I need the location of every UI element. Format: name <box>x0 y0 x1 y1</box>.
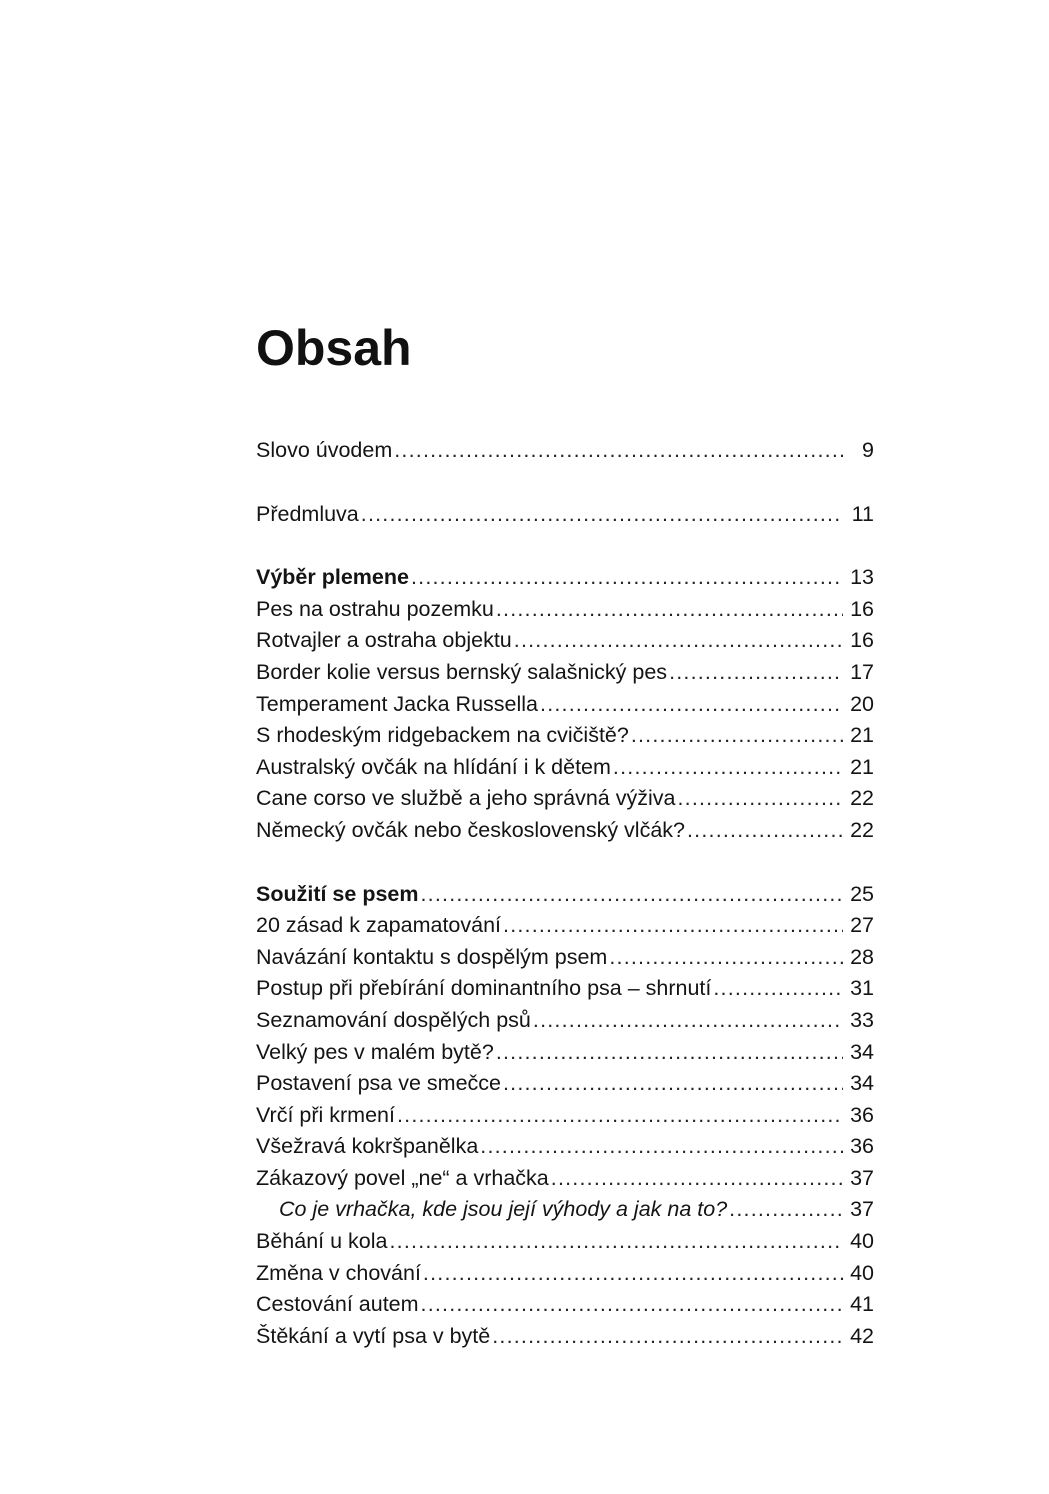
dot-leader <box>533 1005 843 1037</box>
toc-page-number: 11 <box>851 501 874 526</box>
toc-page-number: 28 <box>850 944 874 969</box>
toc-page-number: 17 <box>850 659 874 684</box>
toc-entry-label: Australský ovčák na hlídání i k dětem <box>256 752 613 784</box>
dot-leader <box>551 1163 843 1195</box>
dot-leader <box>540 689 843 721</box>
toc-entry-label: Postavení psa ve smečce <box>256 1068 503 1100</box>
dot-leader <box>492 1321 843 1353</box>
dot-leader <box>496 1037 843 1069</box>
toc-page-number: 16 <box>850 628 874 653</box>
toc-entry[interactable] <box>256 1131 874 1163</box>
dot-leader <box>390 1226 844 1258</box>
toc-section <box>256 435 874 467</box>
dot-leader <box>421 1289 843 1321</box>
dot-leader <box>480 1131 843 1163</box>
toc-page-number: 34 <box>850 1071 874 1096</box>
dot-leader <box>609 942 843 974</box>
toc-page-number: 25 <box>850 881 874 906</box>
dot-leader <box>496 594 843 626</box>
dot-leader <box>361 499 843 531</box>
toc-entry-label: Seznamování dospělých psů <box>256 1005 533 1037</box>
toc-entry[interactable] <box>256 1068 874 1100</box>
toc-entry-label: Velký pes v malém bytě? <box>256 1037 496 1069</box>
toc-entry-label: S rhodeským ridgebackem na cvičiště? <box>256 720 631 752</box>
toc-page-number: 36 <box>850 1134 874 1159</box>
toc-entry[interactable] <box>256 815 874 847</box>
toc-entry-label: Pes na ostrahu pozemku <box>256 594 496 626</box>
toc-page-number: 34 <box>850 1039 874 1064</box>
toc-section <box>256 562 874 846</box>
toc-entry[interactable] <box>256 499 874 531</box>
toc-entry[interactable] <box>256 625 874 657</box>
toc-entry[interactable] <box>256 720 874 752</box>
dot-leader <box>423 1258 843 1290</box>
toc-entry[interactable] <box>256 689 874 721</box>
dot-leader <box>411 562 843 594</box>
toc-entry[interactable] <box>256 910 874 942</box>
toc-entry-label: Vrčí při krmení <box>256 1100 397 1132</box>
toc-entry-label: Temperament Jacka Russella <box>256 689 540 721</box>
toc-entry[interactable] <box>256 657 874 689</box>
toc-section <box>256 499 874 531</box>
toc-chapter-entry[interactable] <box>256 562 874 594</box>
toc-page-number: 22 <box>850 786 874 811</box>
toc-page-number: 41 <box>850 1292 874 1317</box>
table-of-contents <box>256 435 874 1384</box>
toc-entry[interactable] <box>256 435 874 467</box>
toc-entry[interactable] <box>256 1258 874 1290</box>
dot-leader <box>669 657 843 689</box>
toc-entry[interactable] <box>256 1289 874 1321</box>
toc-page-number: 31 <box>850 976 874 1001</box>
toc-entry-label: 20 zásad k zapamatování <box>256 910 503 942</box>
toc-page-number: 16 <box>850 596 874 621</box>
toc-entry[interactable] <box>256 1321 874 1353</box>
toc-entry-label: Předmluva <box>256 499 361 531</box>
toc-entry[interactable] <box>256 1037 874 1069</box>
dot-leader <box>687 815 843 847</box>
toc-page-number: 36 <box>850 1102 874 1127</box>
toc-entry[interactable] <box>256 752 874 784</box>
toc-entry-label: Změna v chování <box>256 1258 423 1290</box>
toc-page-number: 21 <box>850 723 874 748</box>
toc-page-number: 20 <box>850 691 874 716</box>
toc-page-number: 40 <box>850 1229 874 1254</box>
dot-leader <box>397 1100 843 1132</box>
toc-page-number: 40 <box>850 1260 874 1285</box>
toc-page-number: 42 <box>850 1323 874 1348</box>
toc-entry-label: Navázání kontaktu s dospělým psem <box>256 942 609 974</box>
toc-page-number: 22 <box>850 817 874 842</box>
toc-entry[interactable] <box>256 1163 874 1195</box>
toc-entry[interactable] <box>256 1005 874 1037</box>
toc-entry-label: Co je vrhačka, kde jsou její výhody a jak na to? <box>256 1194 729 1226</box>
toc-page-number: 13 <box>850 565 874 590</box>
toc-section <box>256 879 874 1353</box>
dot-leader <box>394 435 843 467</box>
dot-leader <box>514 625 843 657</box>
toc-entry-label: Cane corso ve službě a jeho správná výživa <box>256 783 677 815</box>
toc-subentry[interactable] <box>256 1194 874 1226</box>
toc-entry-label: Cestování autem <box>256 1289 421 1321</box>
toc-entry-label: Slovo úvodem <box>256 435 394 467</box>
toc-page-number: 9 <box>862 438 874 462</box>
page-title: Obsah <box>256 320 412 376</box>
toc-entry-label: Border kolie versus bernský salašnický pes <box>256 657 669 689</box>
toc-page-number: 37 <box>850 1197 874 1222</box>
toc-page-number: 27 <box>850 913 874 938</box>
dot-leader <box>421 879 844 911</box>
toc-page-number: 37 <box>850 1165 874 1190</box>
dot-leader <box>631 720 843 752</box>
toc-chapter-entry[interactable] <box>256 879 874 911</box>
toc-entry-label: Rotvajler a ostraha objektu <box>256 625 514 657</box>
dot-leader <box>613 752 843 784</box>
toc-entry[interactable] <box>256 1226 874 1258</box>
dot-leader <box>503 1068 843 1100</box>
toc-entry-label: Soužití se psem <box>256 879 421 911</box>
toc-page-number: 21 <box>850 754 874 779</box>
toc-entry-label: Postup při přebírání dominantního psa – shrnutí <box>256 973 713 1005</box>
toc-entry[interactable] <box>256 594 874 626</box>
toc-entry[interactable] <box>256 973 874 1005</box>
toc-entry[interactable] <box>256 942 874 974</box>
toc-entry-label: Výběr plemene <box>256 562 411 594</box>
toc-entry-label: Zákazový povel „ne“ a vrhačka <box>256 1163 551 1195</box>
dot-leader <box>713 973 843 1005</box>
toc-entry-label: Štěkání a vytí psa v bytě <box>256 1321 492 1353</box>
dot-leader <box>677 783 843 815</box>
dot-leader <box>729 1194 843 1226</box>
toc-page-number: 33 <box>850 1007 874 1032</box>
toc-entry[interactable] <box>256 783 874 815</box>
dot-leader <box>503 910 843 942</box>
toc-entry-label: Všežravá kokršpanělka <box>256 1131 480 1163</box>
toc-entry[interactable] <box>256 1100 874 1132</box>
toc-entry-label: Běhání u kola <box>256 1226 390 1258</box>
toc-entry-label: Německý ovčák nebo československý vlčák? <box>256 815 687 847</box>
